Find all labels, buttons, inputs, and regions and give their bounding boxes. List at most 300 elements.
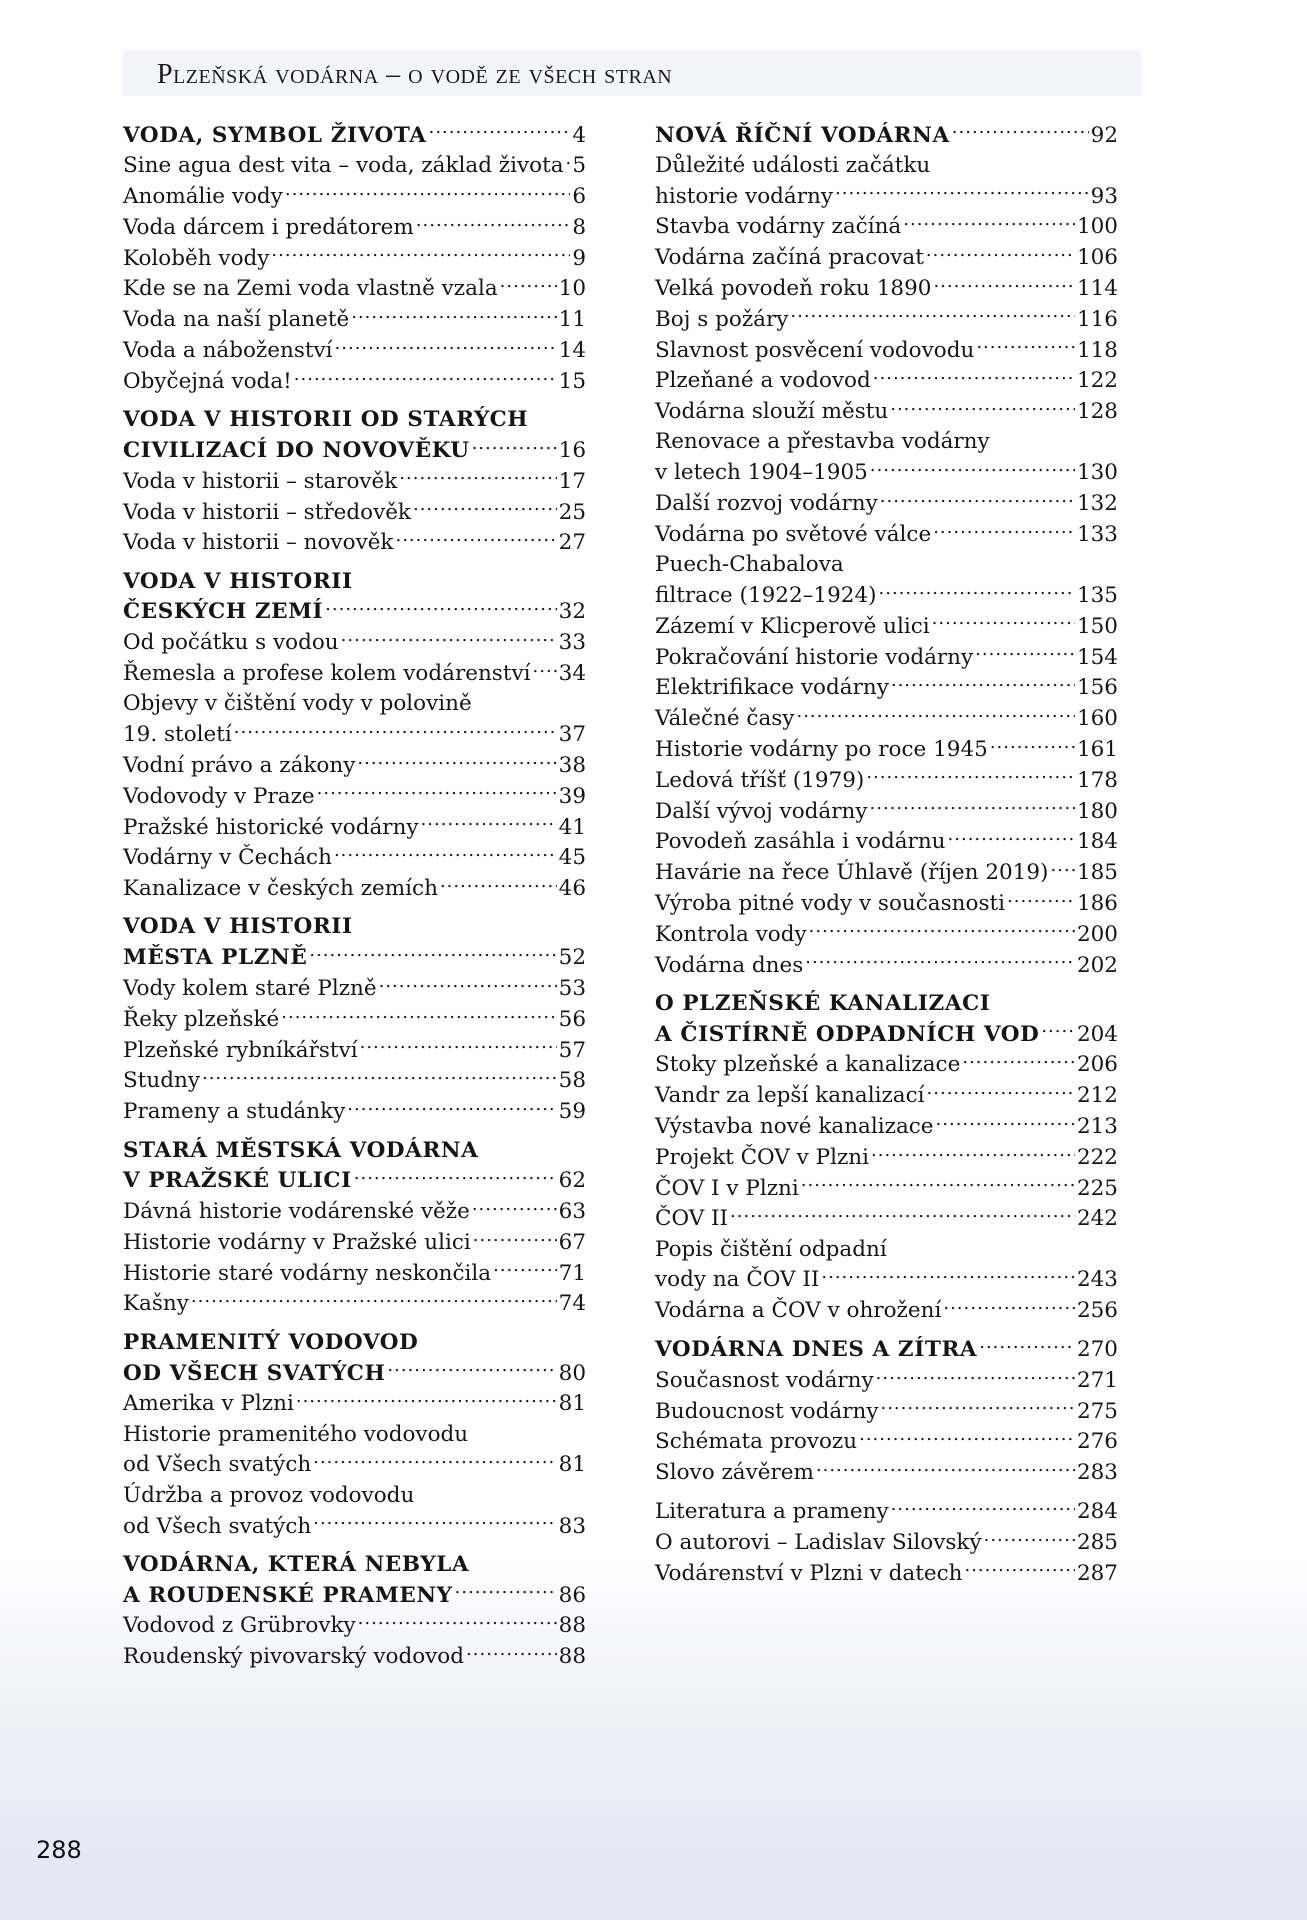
page-ref: 256 [1076,1298,1118,1324]
toc-entry[interactable] [655,734,1118,765]
dot-leader [876,1365,1075,1387]
toc-entry-text: Plzeňané a vodovod [655,368,871,394]
dot-leader [936,1112,1075,1134]
toc-entry-text: Boj s požáry [655,306,789,332]
toc-entry-text: Koloběh vody [123,245,270,271]
toc-entry-text: Výroba pitné vody v současnosti [655,890,1005,916]
toc-entry-text: Vodovody v Praze [123,783,315,809]
toc-entry-text: Slavnost posvěcení vodovodu [655,337,975,363]
page-ref: 150 [1076,613,1118,639]
toc-entry-text: Od počátku s vodou [123,630,339,656]
page-ref: 14 [558,338,586,364]
page-ref: 63 [558,1199,586,1225]
toc-entry-text: Vodovod z Grübrovky [123,1613,356,1639]
toc-entry[interactable] [655,1497,1118,1528]
page-ref: 202 [1076,952,1118,978]
toc-entry[interactable] [123,243,586,274]
dot-leader [395,528,556,550]
dot-leader [379,974,557,996]
page-ref: 186 [1076,890,1118,916]
dot-leader [466,1642,557,1664]
toc-section [123,1328,586,1542]
toc-entry-text: Stavba vodárny začíná [655,214,902,240]
dot-leader [429,120,571,142]
toc-entry[interactable] [655,243,1118,274]
toc-entry-text: Voda v historii – novověk [123,530,394,556]
section-heading[interactable] [655,120,1118,151]
section-heading-line: PRAMENITÝ VODOVOD [123,1329,419,1355]
dot-leader [870,796,1075,818]
toc-entry-text: Voda v historii – starověk [123,468,398,494]
toc-entry[interactable] [655,212,1118,243]
dot-leader [281,1004,556,1026]
page-ref: 34 [558,661,586,687]
toc-entry-text: Pražské historické vodárny [123,814,419,840]
dot-leader [455,1580,557,1602]
toc-entry[interactable] [123,1197,586,1228]
toc-entry[interactable] [123,1035,586,1066]
dot-leader [472,1197,557,1219]
dot-leader [399,466,556,488]
toc-entry[interactable] [123,528,586,559]
toc-entry[interactable] [655,1427,1118,1458]
toc-entry-text: Schémata provozu [655,1429,858,1455]
dot-leader [873,366,1075,388]
toc-entry[interactable] [123,1097,586,1128]
dot-leader [835,181,1089,203]
toc-entry[interactable] [123,274,586,305]
toc-entry[interactable] [655,335,1118,366]
page-ref: 132 [1076,491,1118,517]
section-heading-text: A ROUDENSKÉ PRAMENY [123,1582,453,1608]
toc-entry-text: historie vodárny [655,183,833,209]
dot-leader [870,458,1075,480]
toc-entry[interactable] [655,611,1118,642]
toc-entry[interactable] [655,673,1118,704]
dot-leader [943,1296,1075,1318]
section-heading-line: VODA V HISTORII [123,568,353,594]
toc-entry[interactable] [123,1066,586,1097]
page-ref: 271 [1076,1367,1118,1393]
toc-entry-line: Důležité události začátku [655,152,931,178]
section-heading-text: VODÁRNA DNES A ZÍTRA [655,1337,978,1363]
page-ref: 275 [1076,1398,1118,1424]
section-heading[interactable] [123,597,586,628]
dot-leader [354,1166,557,1188]
toc-entry-text: Řemesla a profese kolem vodárenství [123,661,531,687]
dot-leader [891,673,1075,695]
dot-leader [294,366,557,388]
page-ref: 116 [1076,306,1118,332]
dot-leader [357,750,556,772]
running-header [123,50,1141,96]
dot-leader [325,597,556,619]
section-heading[interactable] [123,1166,586,1197]
dot-leader [809,919,1075,941]
toc-entry-text: Voda dárcem i predátorem [123,214,414,240]
page-ref: 8 [572,214,586,240]
toc-entry[interactable] [655,888,1118,919]
toc-entry-text: Další rozvoj vodárny [655,491,878,517]
dot-leader [500,274,557,296]
toc-entry-text: filtrace (1922–1924) [655,582,877,608]
dot-leader [790,304,1075,326]
page-ref: 206 [1076,1052,1118,1078]
section-heading-text: OD VŠECH SVATÝCH [123,1360,386,1386]
page-ref: 16 [558,437,586,463]
toc-entry[interactable] [655,1142,1118,1173]
toc-entry[interactable] [655,1204,1118,1235]
toc-entry-text: 19. století [123,722,232,748]
page-ref: 62 [558,1168,586,1194]
dot-leader [358,1611,557,1633]
page-ref: 81 [558,1452,586,1478]
toc-entry-text: Slovo závěrem [655,1460,814,1486]
toc-entry[interactable] [655,704,1118,735]
dot-leader [1041,1019,1075,1041]
toc-left-column [123,120,586,1681]
toc-entry[interactable] [655,950,1118,981]
page-ref: 59 [558,1099,586,1125]
toc-entry-text: vody na ČOV II [655,1267,820,1293]
page-ref: 180 [1076,798,1118,824]
page-ref: 242 [1076,1206,1118,1232]
dot-leader [926,243,1075,265]
toc-entry-text: od Všech svatých [123,1452,312,1478]
toc-entry-text: Literatura a prameny [655,1499,889,1525]
page-ref: 222 [1076,1144,1118,1170]
page-ref: 11 [558,307,586,333]
toc-entry[interactable] [655,181,1118,212]
toc-entry[interactable] [123,1611,586,1642]
dot-leader [891,1497,1075,1519]
page-ref: 45 [558,845,586,871]
toc-entry[interactable] [655,919,1118,950]
toc-entry-text: Další vývoj vodárny [655,798,868,824]
toc-entry-text: Historie staré vodárny neskončila [123,1260,492,1286]
page-ref: 81 [558,1391,586,1417]
dot-leader [805,950,1075,972]
dot-leader [927,1081,1075,1103]
dot-leader [801,1173,1075,1195]
toc-entry[interactable] [655,827,1118,858]
dot-leader [234,720,557,742]
toc-entry[interactable] [123,151,586,182]
toc-entry-text: Obyčejná voda! [123,368,292,394]
toc-entry[interactable] [123,1511,586,1542]
toc-entry[interactable] [655,642,1118,673]
page-ref: 130 [1076,460,1118,486]
section-heading-line: VODA V HISTORII [123,914,353,940]
dot-leader [309,943,556,965]
toc-entry[interactable] [655,1173,1118,1204]
toc-entry-text: Vodárny v Čechách [123,845,332,871]
dot-leader [271,243,570,265]
toc-entry-text: Kašny [123,1291,189,1317]
section-heading-line: VODÁRNA, KTERÁ NEBYLA [123,1551,470,1577]
dot-leader [979,1335,1075,1357]
toc-entry[interactable] [123,812,586,843]
page-ref: 4 [572,122,586,148]
page-ref: 128 [1076,399,1118,425]
toc-entry[interactable] [655,397,1118,428]
toc-section [123,1136,586,1320]
toc-entry-text: Stoky plzeňské a kanalizace [655,1052,961,1078]
page-ref: 184 [1076,829,1118,855]
dot-leader [351,305,556,327]
dot-leader [948,827,1075,849]
page-ref: 9 [572,245,586,271]
toc-entry[interactable] [655,1365,1118,1396]
dot-leader [533,659,557,681]
toc-entry[interactable] [123,1450,586,1481]
page-ref: 37 [558,722,586,748]
page-ref: 17 [558,468,586,494]
page-ref: 225 [1076,1175,1118,1201]
dot-leader [413,497,557,519]
page-ref: 25 [558,499,586,525]
dot-leader [473,1227,557,1249]
page-ref: 283 [1076,1460,1118,1486]
dot-leader [821,1265,1075,1287]
toc-entry[interactable] [123,1227,586,1258]
toc-entry-text: Anomálie vody [123,184,283,210]
dot-leader [421,812,557,834]
toc-entry[interactable] [123,1004,586,1035]
page-ref: 160 [1076,706,1118,732]
dot-leader [285,182,570,204]
section-heading[interactable] [655,1335,1118,1366]
toc-entry-text: Kanalizace v českých zemích [123,876,438,902]
toc-entry-text: Vodárenství v Plzni v datech [655,1560,963,1586]
toc-entry[interactable] [655,1050,1118,1081]
dot-leader [730,1204,1075,1226]
section-heading[interactable] [123,435,586,466]
page-ref: 135 [1076,582,1118,608]
dot-leader [416,212,571,234]
toc-entry[interactable] [123,182,586,213]
page-ref: 93 [1090,183,1118,209]
section-heading-text: CIVILIZACÍ DO NOVOVĚKU [123,437,470,463]
dot-leader [964,1558,1074,1580]
toc-entry-text: Vandr za lepší kanalizací [655,1083,925,1109]
toc-entry[interactable] [655,304,1118,335]
section-heading[interactable] [123,943,586,974]
page-ref: 122 [1076,368,1118,394]
toc-entry-text: Sine agua dest vita – voda, základ života [123,153,564,179]
toc-entry[interactable] [123,1289,586,1320]
section-heading-text: MĚSTA PLZNĚ [123,945,308,971]
toc-entry[interactable] [655,580,1118,611]
dot-leader [360,1035,557,1057]
toc-entry-text: Velká povodeň roku 1890 [655,275,932,301]
toc-entry[interactable] [655,1527,1118,1558]
section-heading-line: STARÁ MĚSTSKÁ VODÁRNA [123,1137,479,1163]
toc-entry[interactable] [655,366,1118,397]
toc-entry-text: O autorovi – Ladislav Silovský [655,1529,982,1555]
toc-entry-text: Prameny a studánky [123,1099,346,1125]
toc-entry[interactable] [123,1642,586,1673]
toc-entry[interactable] [123,659,586,690]
toc-entry-text: Současnost vodárny [655,1367,874,1393]
toc-entry-text: Amerika v Plzni [123,1391,294,1417]
dot-leader [976,335,1075,357]
book-title: Plzeňská vodárna – o vodě ze všech stran [157,59,673,90]
page-ref: 100 [1076,214,1118,240]
page-ref: 32 [558,599,586,625]
page-ref: 243 [1076,1267,1118,1293]
dot-leader [313,1450,556,1472]
page-ref: 284 [1076,1499,1118,1525]
toc-entry-text: Studny [123,1068,200,1094]
toc-entry[interactable] [655,273,1118,304]
section-heading[interactable] [123,1580,586,1611]
section-heading-line: O PLZEŇSKÉ KANALIZACI [655,990,991,1016]
toc-entry[interactable] [123,1389,586,1420]
page-ref: 154 [1076,644,1118,670]
toc-entry-text: Vodní právo a zákony [123,752,356,778]
toc-entry-text: Historie vodárny po roce 1945 [655,736,988,762]
toc-entry[interactable] [655,1112,1118,1143]
page-ref: 71 [558,1260,586,1286]
toc-right-column [655,120,1118,1597]
toc-entry-line: Renovace a přestavba vodárny [655,429,990,455]
toc-entry[interactable] [123,497,586,528]
toc-entry-line: Puech-Chabalova [655,552,844,578]
toc-entry[interactable] [655,1558,1118,1589]
toc-entry[interactable] [123,874,586,905]
toc-entry-text: Historie vodárny v Pražské ulici [123,1229,471,1255]
toc-entry[interactable] [123,1258,586,1289]
toc-entry[interactable] [655,1296,1118,1327]
toc-entry[interactable] [655,1458,1118,1489]
toc-section [123,912,586,1127]
page-ref: 46 [558,876,586,902]
toc-entry-text: Elektrifikace vodárny [655,675,889,701]
page-ref: 118 [1076,337,1118,363]
toc-entry-text: Výstavba nové kanalizace [655,1114,934,1139]
dot-leader [341,628,557,650]
toc-entry[interactable] [655,765,1118,796]
toc-entry-text: Vodárna slouží městu [655,399,889,425]
page-ref: 52 [558,945,586,971]
toc-entry[interactable] [123,466,586,497]
page-ref: 74 [558,1291,586,1317]
dot-leader [796,704,1074,726]
toc-entry[interactable] [123,305,586,336]
toc-entry[interactable] [123,628,586,659]
toc-entry-text: Pokračování historie vodárny [655,644,974,670]
dot-leader [191,1289,557,1311]
toc-entry-line: Historie pramenitého vodovodu [123,1421,469,1447]
toc-entry-line: Popis čištění odpadní [655,1236,887,1262]
page-ref: 38 [558,752,586,778]
dot-leader [990,734,1075,756]
page-ref: 39 [558,783,586,809]
dot-leader [202,1066,557,1088]
page-ref: 114 [1076,275,1118,301]
dot-leader [472,435,557,457]
toc-entry-text: Projekt ČOV v Plzni [655,1144,870,1170]
toc-entry-text: Voda a náboženství [123,338,333,364]
toc-entry-line: Objevy v čištění vody v polovině [123,691,472,717]
dot-leader [347,1097,556,1119]
toc-entry[interactable] [655,519,1118,550]
toc-entry[interactable] [123,974,586,1005]
toc-entry-text: ČOV I v Plzni [655,1175,799,1201]
toc-entry[interactable] [655,489,1118,520]
toc-entry-text: Voda na naší planetě [123,307,350,333]
page-ref: 178 [1076,767,1118,793]
page-ref: 88 [558,1644,586,1670]
toc-section [655,989,1118,1327]
page-ref: 6 [572,184,586,210]
section-heading-text: ČESKÝCH ZEMÍ [123,599,324,625]
page-ref: 161 [1076,736,1118,762]
toc-entry[interactable] [655,1396,1118,1427]
toc-entry[interactable] [123,843,586,874]
dot-leader [440,874,557,896]
toc-entry[interactable] [655,1081,1118,1112]
toc-entry-text: ČOV II [655,1206,729,1232]
section-heading[interactable] [655,1019,1118,1050]
dot-leader [933,519,1075,541]
dot-leader [903,212,1075,234]
toc-entry[interactable] [655,858,1118,889]
toc-entry[interactable] [123,750,586,781]
dot-leader [975,642,1075,664]
toc-entry-text: Řeky plzeňské [123,1006,280,1032]
section-heading[interactable] [123,120,586,151]
toc-entry[interactable] [655,796,1118,827]
dot-leader [816,1458,1075,1480]
dot-leader [880,489,1075,511]
page-ref: 213 [1076,1114,1118,1139]
section-heading[interactable] [123,1358,586,1389]
page-ref: 5 [572,153,586,179]
page-ref: 80 [558,1360,586,1386]
toc-entry[interactable] [123,336,586,367]
page-ref: 67 [558,1229,586,1255]
toc-entry[interactable] [123,720,586,751]
page-ref: 53 [558,976,586,1002]
page-ref: 156 [1076,675,1118,701]
page-ref: 133 [1076,521,1118,547]
section-heading-text: NOVÁ ŘÍČNÍ VODÁRNA [655,122,950,148]
toc-entry[interactable] [123,212,586,243]
page-ref: 185 [1076,860,1118,886]
toc-entry-text: Havárie na řece Úhlavě (říjen 2019) [655,860,1049,886]
toc-entry[interactable] [123,781,586,812]
toc-entry[interactable] [655,458,1118,489]
dot-leader [859,1427,1075,1449]
toc-entry-text: Kontrola vody [655,921,807,947]
toc-entry-text: Roudenský pivovarský vodovod [123,1644,465,1670]
dot-leader [335,336,557,358]
toc-entry-text: Dávná historie vodárenské věže [123,1199,470,1225]
toc-entry-text: Ledová tříšť (1979) [655,767,865,793]
toc-entry[interactable] [123,366,586,397]
dot-leader [890,397,1075,419]
toc-entry[interactable] [655,1265,1118,1296]
toc-entry-text: Budoucnost vodárny [655,1398,879,1424]
toc-entry-text: Plzeňské rybníkářství [123,1037,358,1063]
page-ref: 88 [558,1613,586,1639]
page-ref: 285 [1076,1529,1118,1555]
section-heading-line: VODA V HISTORII OD STARÝCH [123,407,529,433]
toc-entry-text: Válečné časy [655,706,795,732]
toc-entry-text: Vody kolem staré Plzně [123,976,377,1002]
